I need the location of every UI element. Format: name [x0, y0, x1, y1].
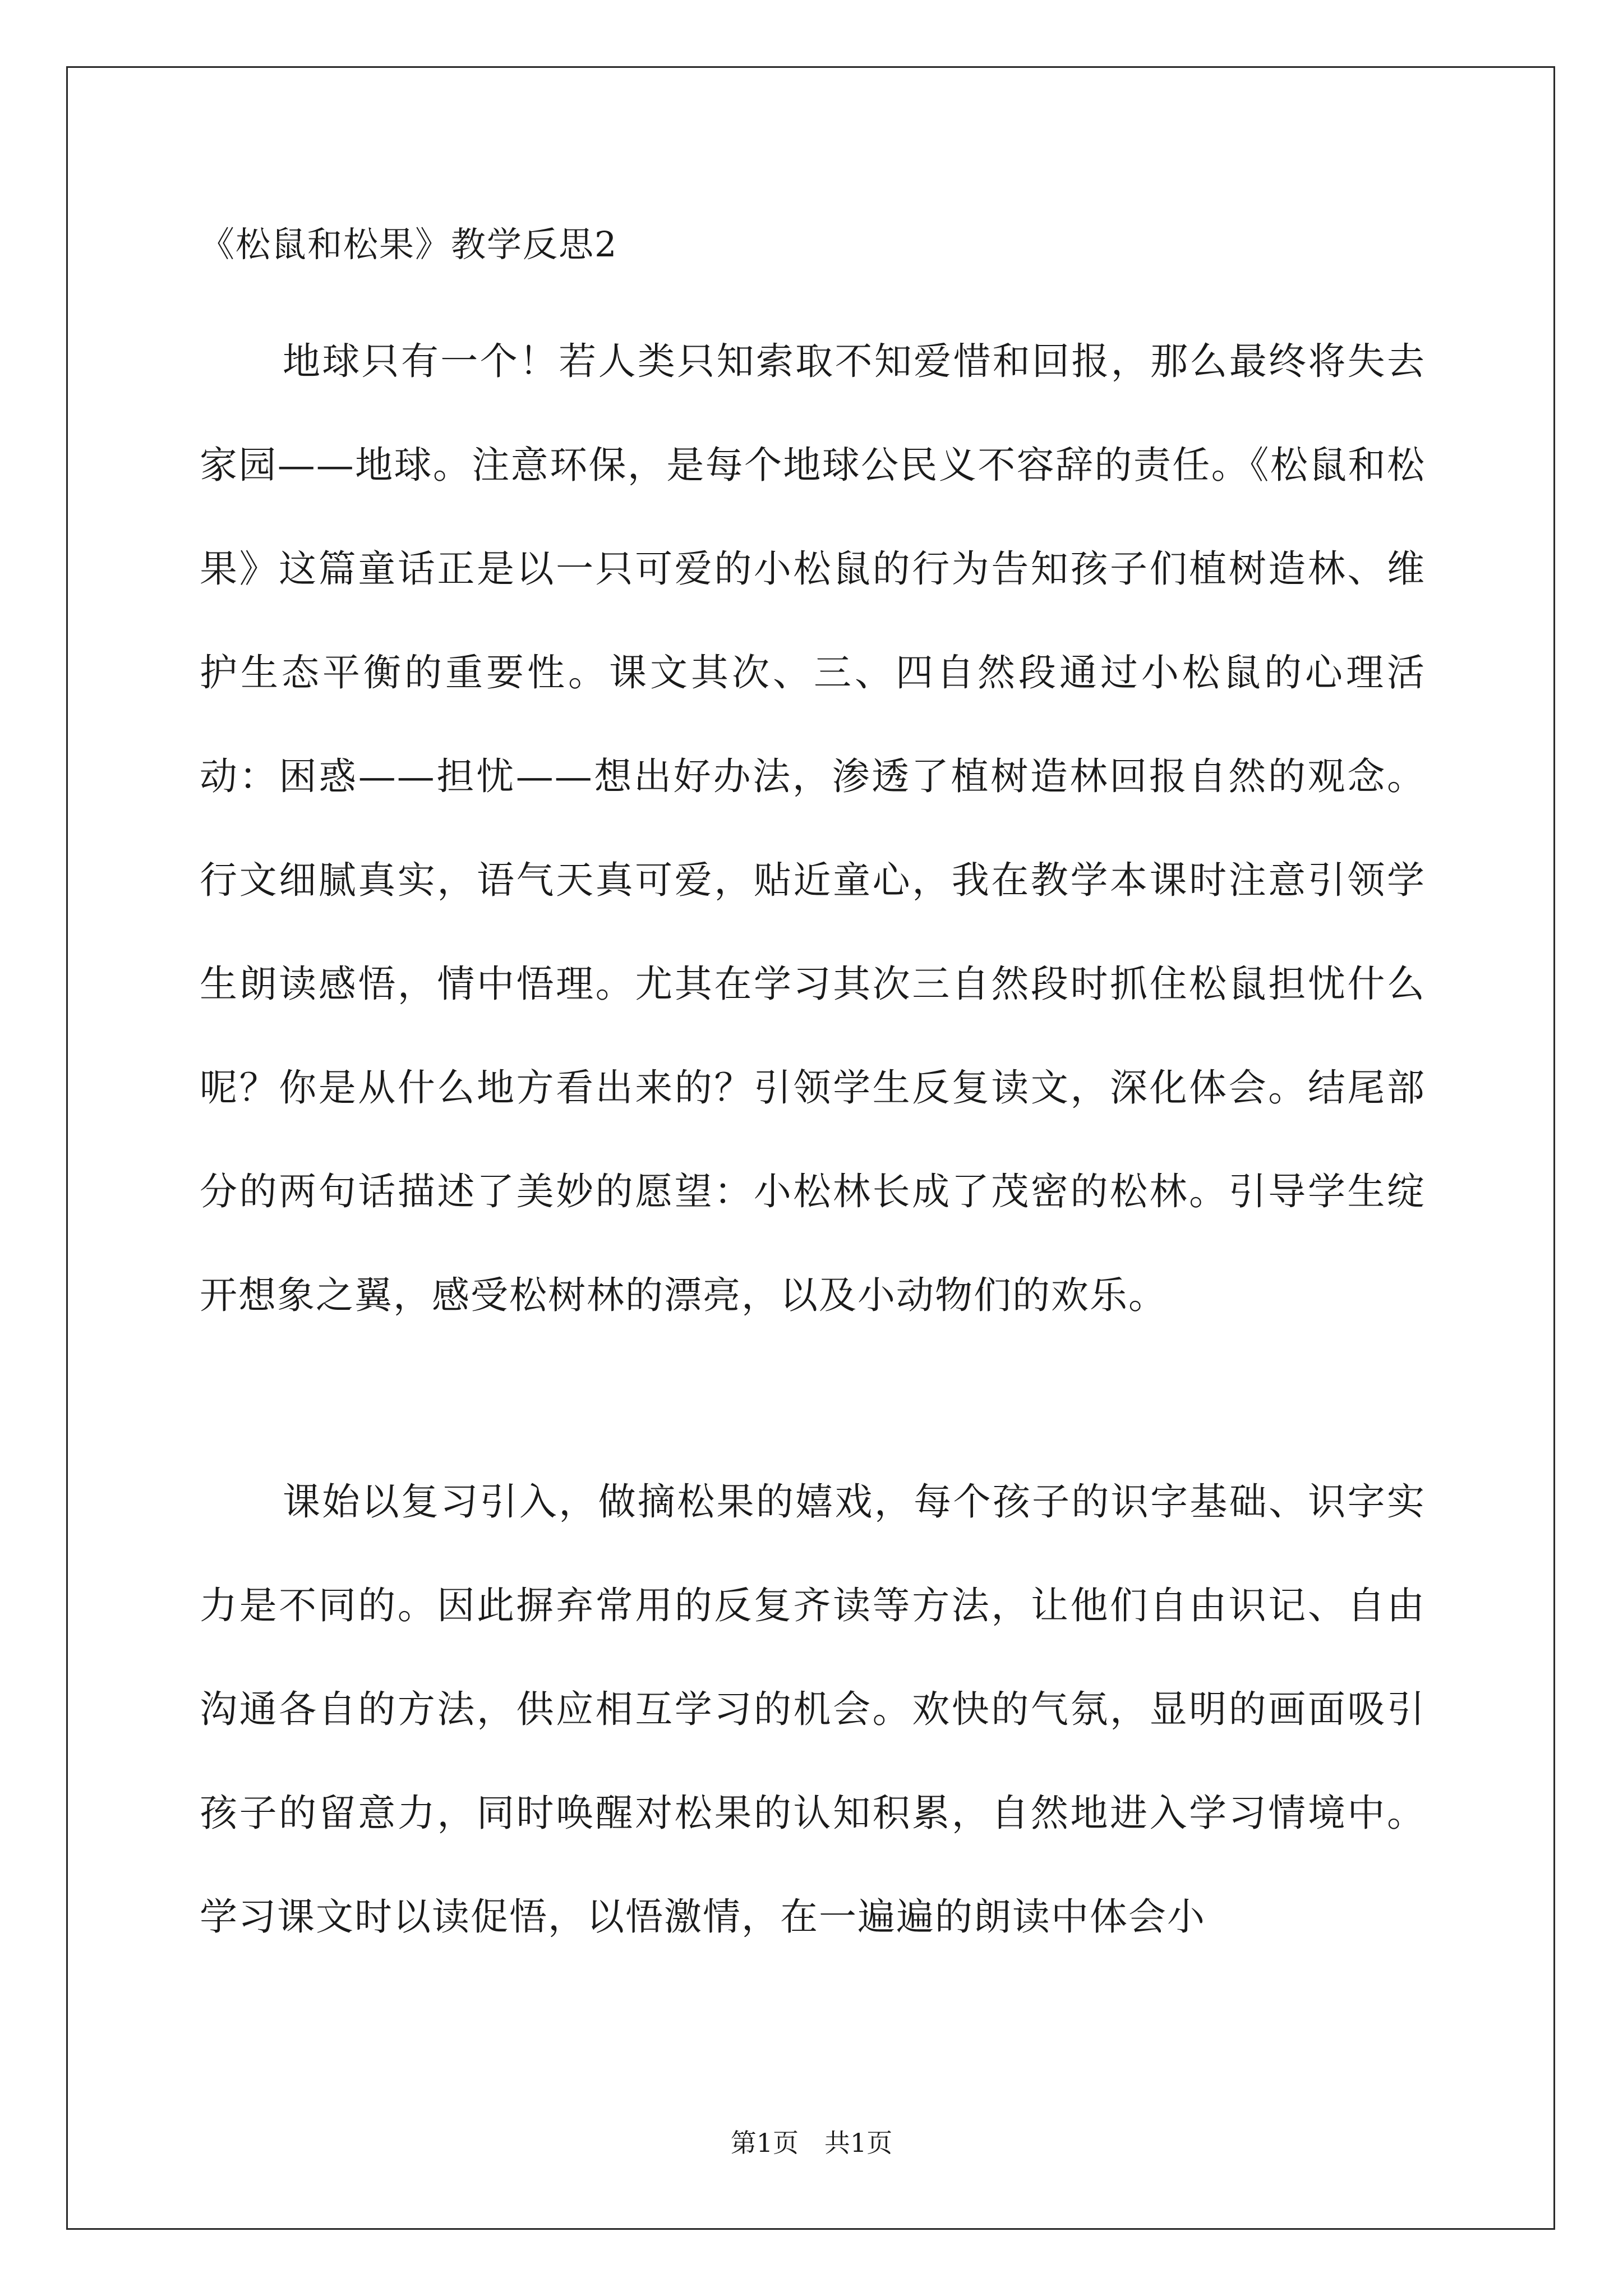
page-footer — [0, 2126, 1623, 2160]
page-number-total: 共1页 — [824, 2128, 893, 2158]
document-title: 《松鼠和松果》教学反思2 — [200, 224, 618, 265]
page-number-current: 第1页 — [730, 2128, 799, 2158]
body-paragraph-1: 地球只有一个！若人类只知索取不知爱惜和回报，那么最终将失去家园——地球。注意环保，是每个地球公民义不容辞的责任。《松鼠和松果》这篇童话正是以一只可爱的小松鼠的行为告知孩子们植树造林、维护生态平衡的重要性。课文其次、三、四自然段通过小松鼠的心理活动：困惑——担忧——想出好办法，渗透了植树造林回报自然的观念。行文细腻真实，语气天真可爱，贴近童心，我在教学本课时注意引领学生朗读感悟，情中悟理。尤其在学习其次三自然段时抓住松鼠担忧什么呢？你是从什么地方看出来的？引领学生反复读文，深化体会。结尾部分的两句话描述了美妙的愿望：小松林长成了茂密的松林。引导学生绽开想象之翼，感受松树林的漂亮，以及小动物们的欢乐。 — [200, 339, 1426, 1317]
body-paragraph-2: 课始以复习引入，做摘松果的嬉戏，每个孩子的识字基础、识字实力是不同的。因此摒弃常用的反复齐读等方法，让他们自由识记、自由沟通各自的方法，供应相互学习的机会。欢快的气氛，显明的画面吸引孩子的留意力，同时唤醒对松果的认知积累，自然地进入学习情境中。学习课文时以读促悟，以悟激情，在一遍遍的朗读中体会小 — [200, 1480, 1426, 1939]
